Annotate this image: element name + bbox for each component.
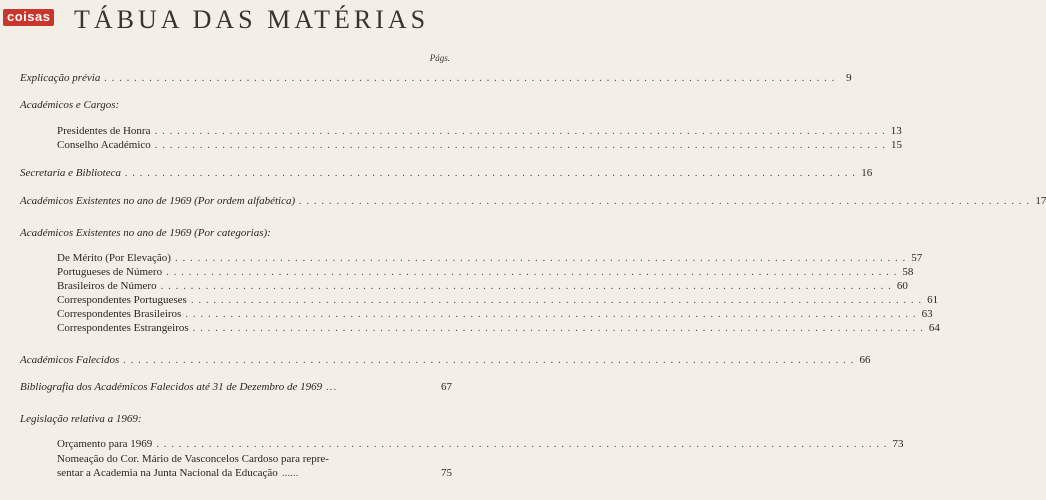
toc-entry-page: 66	[859, 354, 871, 366]
toc-entry-secretaria	[20, 165, 873, 181]
toc-entry-page: 75	[441, 467, 452, 479]
toc-entry-page: 61	[927, 294, 939, 306]
toc-entry-nomeacao	[57, 452, 452, 480]
dot-leader: . . . . . . . . . . . . . . . . . . . . . . . . . . . . . . . . . . . . . . . . . . . . . . . . . . . . . . . . . . . . . . . . . . . . . . . . . . . . . . . . . . . . . . . . . . . . . . . . . .	[192, 322, 924, 334]
dot-leader: . . . . . . . . . . . . . . . . . . . . . . . . . . . . . . . . . . . . . . . . . . . . . . . . . . . . . . . . . . . . . . . . . . . . . . . . . . . . . . . . . . . . . . . . . . . . . . . . . .	[190, 294, 923, 306]
dot-leader: . . . . . . . . . . . . . . . . . . . . . . . . . . . . . . . . . . . . . . . . . . . . . . . . . . . . . . . . . . . . . . . . . . . . . . . . . . . . . . . . . . . . . . . . . . . . . . . . . .	[154, 125, 886, 137]
dot-leader: . . . . . . . . . . . . . . . . . . . . . . . . . . . . . . . . . . . . . . . . . . . . . . . . . . . . . . . . . . . . . . . . . . . . . . . . . . . . . . . . . . . . . . . . . . . . . . . . . .	[160, 280, 892, 292]
toc-entry-page: 9	[846, 72, 852, 84]
toc-section-legislacao: Legislação relativa a 1969:	[20, 413, 142, 425]
toc-entry-label: Secretaria e Biblioteca	[20, 167, 122, 179]
toc-section-existentes-categorias: Académicos Existentes no ano de 1969 (Por categorias):	[20, 227, 271, 239]
toc-entry-label: Correspondentes Portugueses	[57, 294, 187, 306]
toc-entry-falecidos	[20, 352, 871, 368]
toc-entry-page: 16	[861, 167, 873, 179]
dot-leader: . . . . . . . . . . . . . . . . . . . . . . . . . . . . . . . . . . . . . . . . . . . . . . . . . . . . . . . . . . . . . . . . . . . . . . . . . . . . . . . . . . . . . . . . . . . . . . . . . .	[299, 195, 1031, 207]
toc-entry-page: 63	[921, 308, 933, 320]
toc-entry-label: Bibliografia dos Académicos Falecidos até 31 de Dezembro de 1969	[20, 381, 323, 393]
dot-leader: . . . . . . . . . . . . . . . . . . . . . . . . . . . . . . . . . . . . . . . . . . . . . . . . . . . . . . . . . . . . . . . . . . . . . . . . . . . . . . . . . . . . . . . . . . . . . . . . . .	[104, 72, 836, 84]
toc-entry-page: 15	[891, 139, 903, 151]
toc-entry-label: Portugueses de Número	[57, 266, 163, 278]
toc-entry-orcamento	[57, 436, 904, 452]
toc-entry-page: 67	[441, 381, 452, 393]
toc-entry-label-line2: sentar a Academia na Junta Nacional da Educação	[57, 467, 278, 479]
toc-entry-correspondentes-estrangeiros	[57, 320, 940, 336]
pages-column-label: Págs.	[429, 53, 450, 63]
dot-leader: . . . . . . . . . . . . . . . . . . . . . . . . . . . . . . . . . . . . . . . . . . . . . . . . . . . . . . . . . . . . . . . . . . . . . . . . . . . . . . . . . . . . . . . . . . . . . . . . . .	[185, 308, 917, 320]
toc-entry-page: 60	[896, 280, 908, 292]
toc-entry-existentes-alfabetica	[20, 193, 1046, 209]
toc-entry-label: Presidentes de Honra	[57, 125, 151, 137]
toc-entry-label: Correspondentes Estrangeiros	[57, 322, 189, 334]
toc-entry-page: 58	[902, 266, 914, 278]
dot-leader: . . . . . . . . . . . . . . . . . . . . . . . . . . . . . . . . . . . . . . . . . . . . . . . . . . . . . . . . . . . . . . . . . . . . . . . . . . . . . . . . . . . . . . . . . . . . . . . . . .	[156, 438, 888, 450]
dot-leader: ......	[281, 467, 299, 479]
toc-entry-label-line1: Nomeação do Cor. Mário de Vasconcelos Cardoso para repre-	[57, 453, 329, 465]
toc-entry-explicacao	[20, 70, 852, 86]
toc-section-academicos-cargos: Académicos e Cargos:	[20, 99, 120, 111]
toc-entry-label: Orçamento para 1969	[57, 438, 153, 450]
toc-entry-page: 64	[928, 322, 940, 334]
toc-entry-page: 13	[890, 125, 902, 137]
dot-leader: . . . . . . . . . . . . . . . . . . . . . . . . . . . . . . . . . . . . . . . . . . . . . . . . . . . . . . . . . . . . . . . . . . . . . . . . . . . . . . . . . . . . . . . . . . . . . . . . . .	[166, 266, 898, 278]
toc-entry-label: Explicação prévia	[20, 72, 101, 84]
toc-entry-page: 73	[892, 438, 904, 450]
toc-entry-page: 17	[1035, 195, 1046, 207]
toc-entry-page: 57	[911, 252, 923, 264]
dot-leader: ...	[326, 381, 338, 393]
toc-entry-line2	[57, 466, 452, 480]
toc-entry-label: Conselho Académico	[57, 139, 151, 151]
toc-entry-label: Académicos Falecidos	[20, 354, 120, 366]
watermark-logo: coisas	[3, 9, 54, 26]
dot-leader: . . . . . . . . . . . . . . . . . . . . . . . . . . . . . . . . . . . . . . . . . . . . . . . . . . . . . . . . . . . . . . . . . . . . . . . . . . . . . . . . . . . . . . . . . . . . . . . . . .	[125, 167, 857, 179]
dot-leader: . . . . . . . . . . . . . . . . . . . . . . . . . . . . . . . . . . . . . . . . . . . . . . . . . . . . . . . . . . . . . . . . . . . . . . . . . . . . . . . . . . . . . . . . . . . . . . . . . .	[154, 139, 887, 151]
toc-entry-bibliografia	[20, 379, 452, 395]
page-title: TÁBUA DAS MATÉRIAS	[74, 5, 430, 34]
toc-entry-label: Brasileiros de Número	[57, 280, 157, 292]
dot-leader: . . . . . . . . . . . . . . . . . . . . . . . . . . . . . . . . . . . . . . . . . . . . . . . . . . . . . . . . . . . . . . . . . . . . . . . . . . . . . . . . . . . . . . . . . . . . . . . . . .	[174, 252, 907, 264]
toc-entry-label: Correspondentes Brasileiros	[57, 308, 182, 320]
dot-leader: . . . . . . . . . . . . . . . . . . . . . . . . . . . . . . . . . . . . . . . . . . . . . . . . . . . . . . . . . . . . . . . . . . . . . . . . . . . . . . . . . . . . . . . . . . . . . . . . . .	[123, 354, 855, 366]
toc-entry-label: Académicos Existentes no ano de 1969 (Por ordem alfabética)	[20, 195, 296, 207]
toc-entry-label: De Mérito (Por Elevação)	[57, 252, 171, 264]
toc-entry-conselho	[57, 137, 903, 153]
